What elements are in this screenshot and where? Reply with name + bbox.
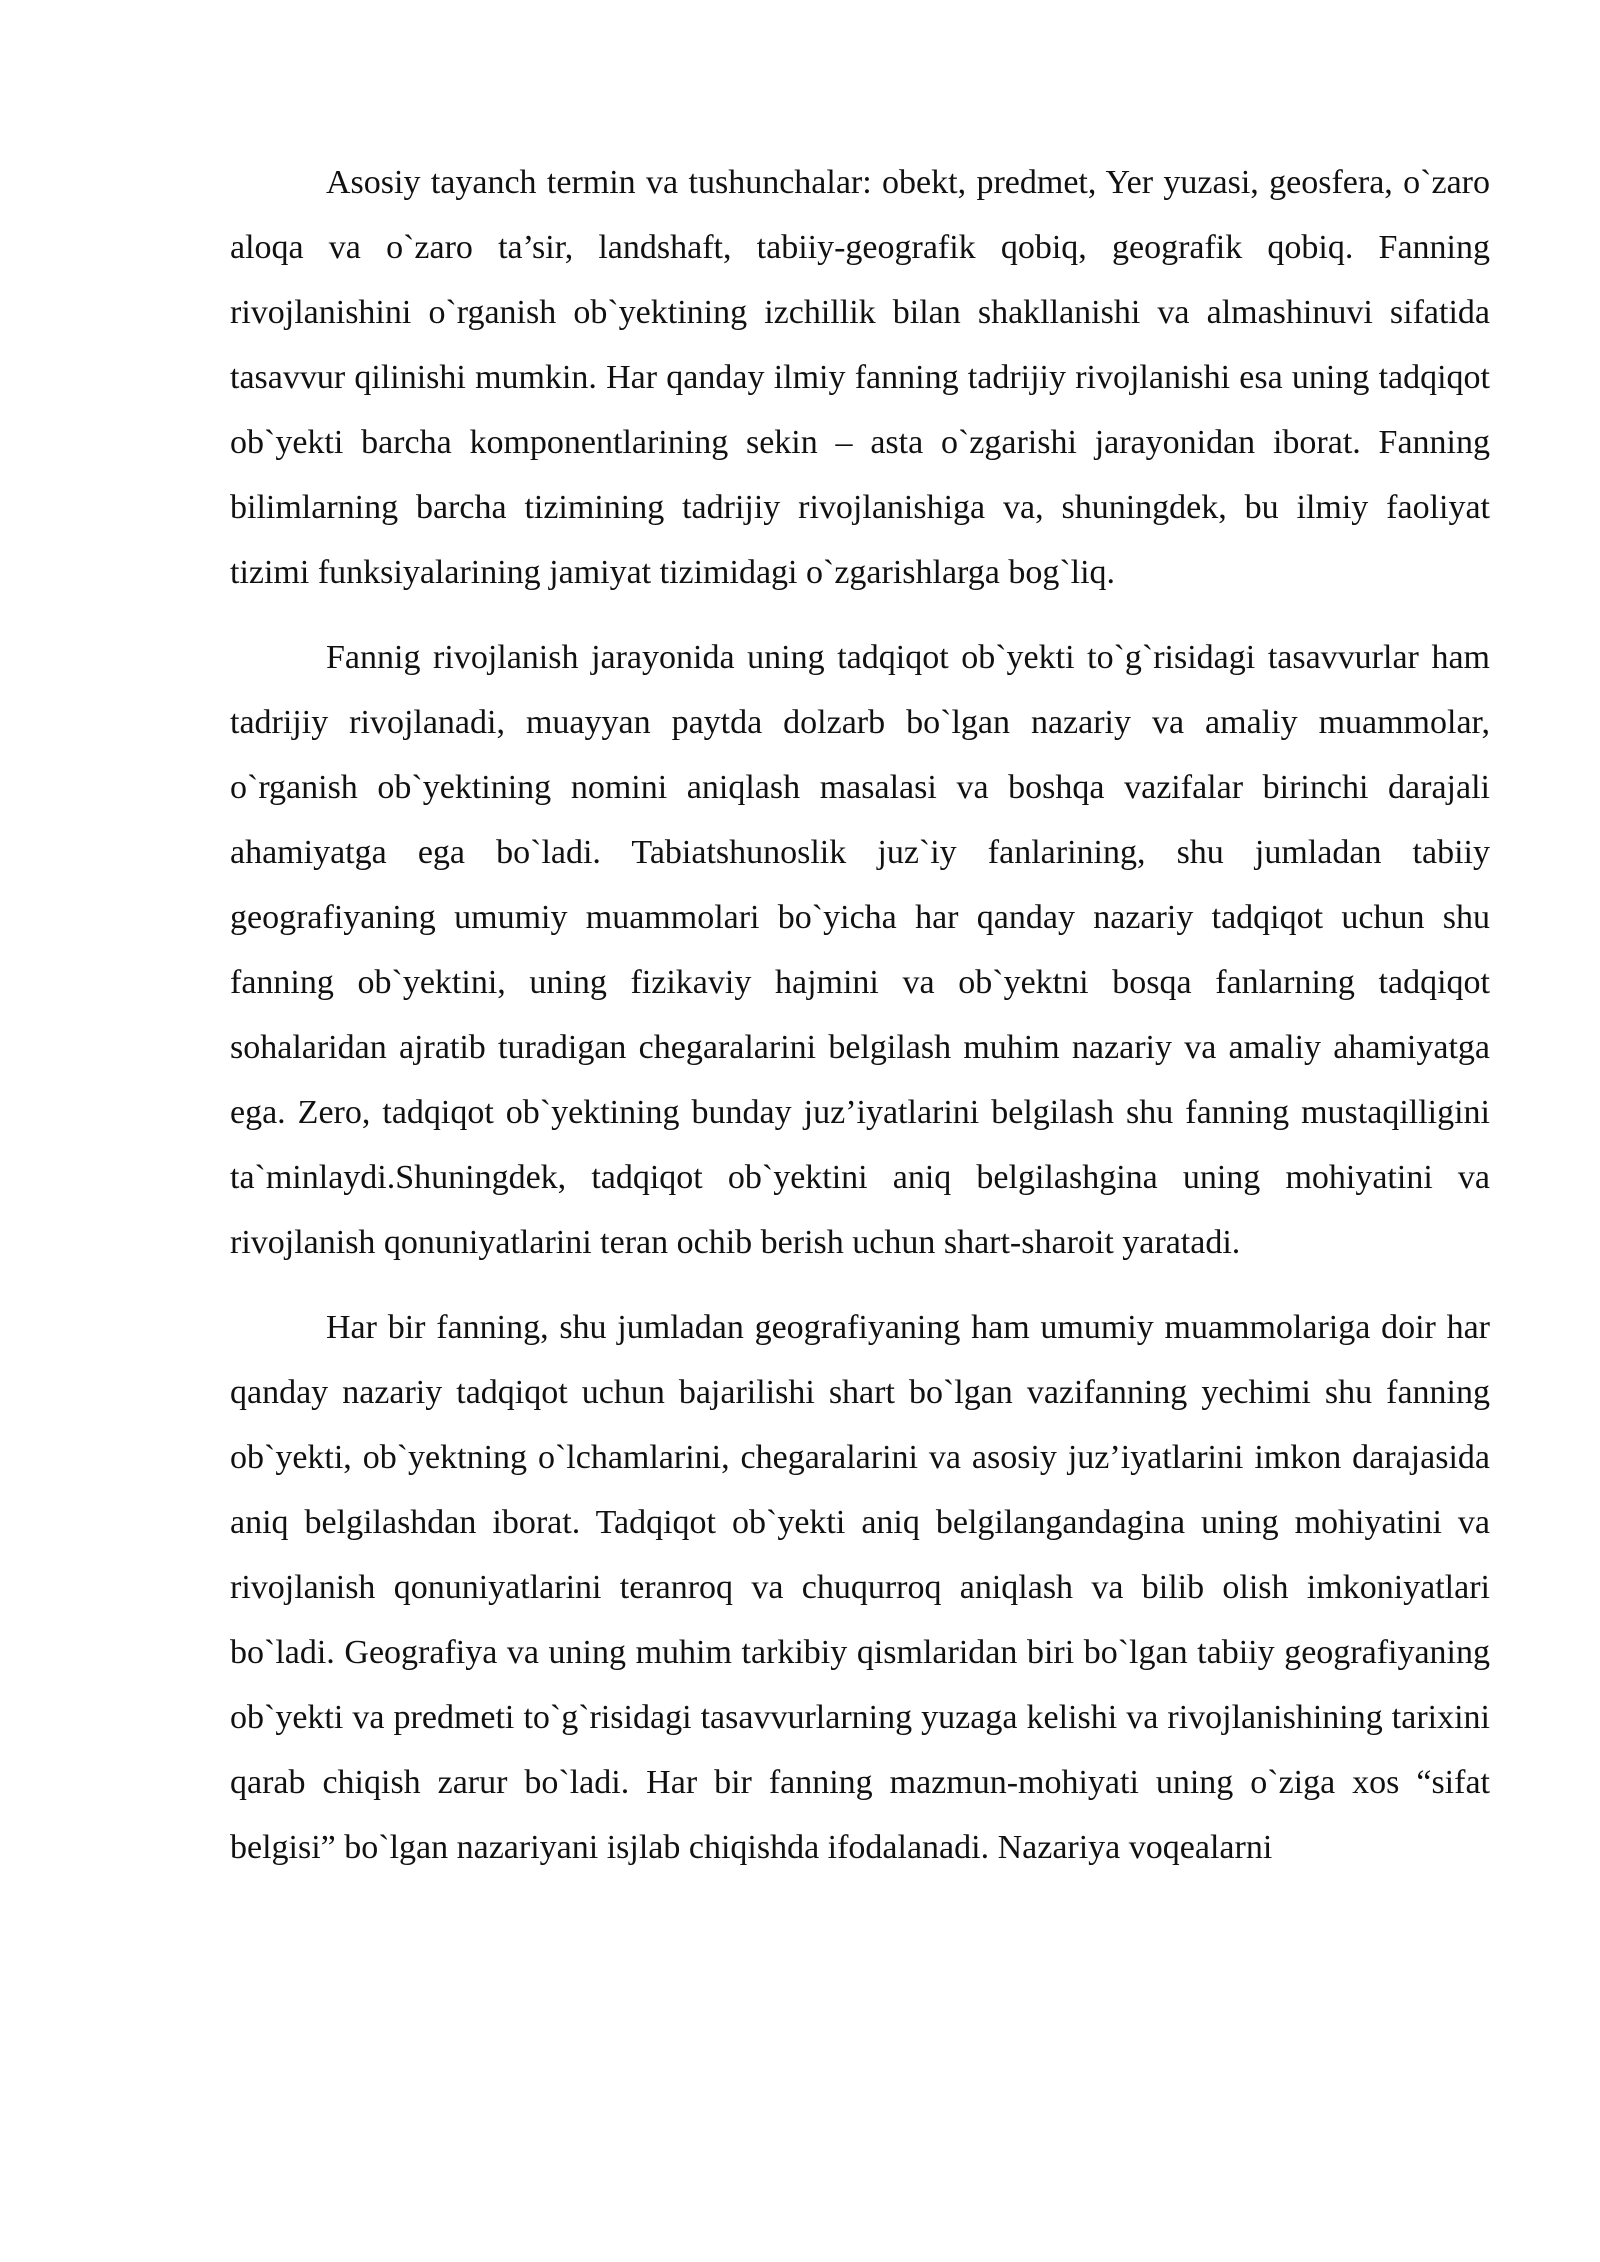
document-body [230,150,1490,1900]
paragraph-1: Asosiy tayanch termin va tushunchalar: obekt, predmet, Yer yuzasi, geosfera, o`zaro aloqa va o`zaro ta’sir, landshaft, tabiiy-geografik qobiq, geografik qobiq. Fanning rivojlanishini o`rganish ob`yektining izchillik bilan shakllanishi va almashinuvi sifatida tasavvur qilinishi mumkin. Har qanday ilmiy fanning tadrijiy rivojlanishi esa uning tadqiqot ob`yekti barcha komponentlarining sekin – asta o`zgarishi jarayonidan iborat. Fanning bilimlarning barcha tizimining tadrijiy rivojlanishiga va, shuningdek, bu ilmiy faoliyat tizimi funksiyalarining jamiyat tizimidagi o`zgarishlarga bog`liq. [230,164,1490,591]
paragraph-2: Fannig rivojlanish jarayonida uning tadqiqot ob`yekti to`g`risidagi tasavvurlar ham tadrijiy rivojlanadi, muayyan paytda dolzarb bo`lgan nazariy va amaliy muammolar, o`rganish ob`yektining nomini aniqlash masalasi va boshqa vazifalar birinchi darajali ahamiyatga ega bo`ladi. Tabiatshunoslik juz`iy fanlarining, shu jumladan tabiiy geografiyaning umumiy muammolari bo`yicha har qanday nazariy tadqiqot uchun shu fanning ob`yektini, uning fizikaviy hajmini va ob`yektni bosqa fanlarning tadqiqot sohalaridan ajratib turadigan chegaralarini belgilash muhim nazariy va amaliy ahamiyatga ega. Zero, tadqiqot ob`yektining bunday juz’iyatlarini belgilash shu fanning mustaqilligini ta`minlaydi.Shuningdek, tadqiqot ob`yektini aniq belgilashgina uning mohiyatini va rivojlanish qonuniyatlarini teran ochib berish uchun shart-sharoit yaratadi. [230,639,1490,1261]
paragraph-3: Har bir fanning, shu jumladan geografiyaning ham umumiy muammolariga doir har qanday nazariy tadqiqot uchun bajarilishi shart bo`lgan vazifanning yechimi shu fanning ob`yekti, ob`yektning o`lchamlarini, chegaralarini va asosiy juz’iyatlarini imkon darajasida aniq belgilashdan iborat. Tadqiqot ob`yekti aniq belgilangandagina uning mohiyatini va rivojlanish qonuniyatlarini teranroq va chuqurroq aniqlash va bilib olish imkoniyatlari bo`ladi. Geografiya va uning muhim tarkibiy qismlaridan biri bo`lgan tabiiy geografiyaning ob`yekti va predmeti to`g`risidagi tasavvurlarning yuzaga kelishi va rivojlanishining tarixini qarab chiqish zarur bo`ladi. Har bir fanning mazmun-mohiyati uning o`ziga xos “sifat belgisi” bo`lgan nazariyani isjlab chiqishda ifodalanadi. Nazariya voqealarni [230,1309,1490,1866]
